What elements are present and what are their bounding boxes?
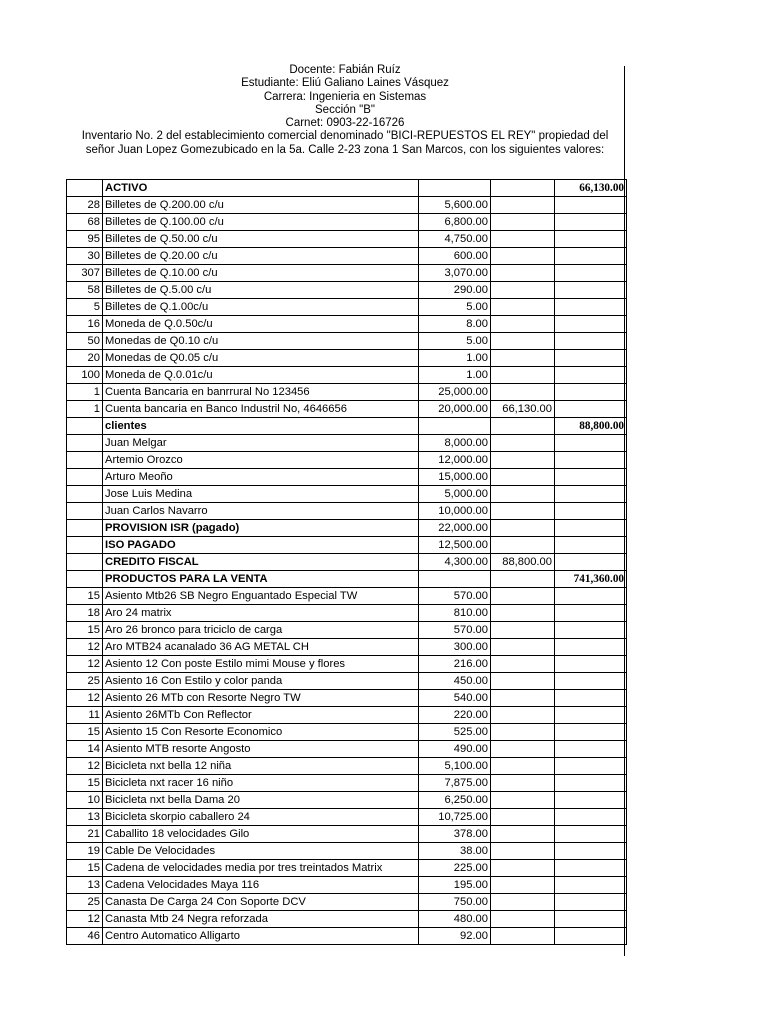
description-cell: Asiento 15 Con Resorte Economico [103,724,419,741]
description-cell: Billetes de Q.5.00 c/u [103,282,419,299]
subtotal-cell [491,333,555,350]
table-row [67,503,627,520]
quantity-cell: 15 [67,860,103,877]
subtotal-cell [491,758,555,775]
table-row [67,639,627,656]
subtotal-cell [491,860,555,877]
quantity-cell: 15 [67,622,103,639]
value-cell: 300.00 [419,639,491,656]
value-cell: 1.00 [419,350,491,367]
document-header [66,64,624,157]
subtotal-cell: 88,800.00 [491,554,555,571]
table-row [67,384,627,401]
total-cell [555,299,627,316]
quantity-cell [67,554,103,571]
quantity-cell [67,486,103,503]
description-cell: PRODUCTOS PARA LA VENTA [103,571,419,588]
value-cell [419,571,491,588]
total-cell [555,588,627,605]
quantity-cell [67,469,103,486]
total-cell [555,401,627,418]
description-cell: Moneda de Q.0.01c/u [103,367,419,384]
description-cell: Billetes de Q.10.00 c/u [103,265,419,282]
quantity-cell [67,180,103,197]
total-cell: 741,360.00 [555,571,627,588]
value-cell: 3,070.00 [419,265,491,282]
subtotal-cell [491,639,555,656]
value-cell: 810.00 [419,605,491,622]
table-row [67,605,627,622]
value-cell: 570.00 [419,622,491,639]
value-cell: 5.00 [419,299,491,316]
total-cell [555,554,627,571]
table-row [67,860,627,877]
value-cell: 1.00 [419,367,491,384]
table-row [67,299,627,316]
table-row [67,724,627,741]
table-row [67,690,627,707]
value-cell: 220.00 [419,707,491,724]
table-row [67,537,627,554]
subtotal-cell [491,809,555,826]
subtotal-cell [491,707,555,724]
description-cell: ACTIVO [103,180,419,197]
subtotal-cell [491,248,555,265]
value-cell: 378.00 [419,826,491,843]
value-cell: 490.00 [419,741,491,758]
subtotal-cell [491,231,555,248]
description-cell: Asiento 26MTb Con Reflector [103,707,419,724]
value-cell: 10,000.00 [419,503,491,520]
total-cell [555,928,627,945]
value-cell: 6,250.00 [419,792,491,809]
quantity-cell: 68 [67,214,103,231]
table-row [67,435,627,452]
total-cell [555,741,627,758]
table-row [67,214,627,231]
total-cell [555,843,627,860]
description-cell: Billetes de Q.20.00 c/u [103,248,419,265]
table-row [67,894,627,911]
total-cell [555,673,627,690]
quantity-cell: 100 [67,367,103,384]
value-cell: 480.00 [419,911,491,928]
subtotal-cell [491,469,555,486]
total-cell [555,520,627,537]
subtotal-cell [491,316,555,333]
total-cell [555,656,627,673]
subtotal-cell [491,197,555,214]
description-cell: Billetes de Q.200.00 c/u [103,197,419,214]
subtotal-cell [491,894,555,911]
subtotal-cell [491,299,555,316]
table-row [67,673,627,690]
subtotal-cell [491,435,555,452]
description-cell: Juan Melgar [103,435,419,452]
table-row [67,707,627,724]
inventory-table [66,179,627,945]
subtotal-cell [491,418,555,435]
quantity-cell: 16 [67,316,103,333]
quantity-cell: 25 [67,894,103,911]
subtotal-cell [491,520,555,537]
description-cell: Bicicleta nxt bella 12 niña [103,758,419,775]
quantity-cell [67,503,103,520]
description-cell: Monedas de Q0.10 c/u [103,333,419,350]
total-cell [555,860,627,877]
description-cell: Billetes de Q.100.00 c/u [103,214,419,231]
description-cell: Asiento 12 Con poste Estilo mimi Mouse y flores [103,656,419,673]
total-cell [555,197,627,214]
total-cell [555,316,627,333]
table-row [67,248,627,265]
value-cell [419,418,491,435]
total-cell [555,758,627,775]
value-cell: 7,875.00 [419,775,491,792]
subtotal-cell [491,656,555,673]
description-cell: Jose Luis Medina [103,486,419,503]
value-cell: 92.00 [419,928,491,945]
description-cell: Cuenta Bancaria en banrrural No 123456 [103,384,419,401]
value-cell: 15,000.00 [419,469,491,486]
quantity-cell: 21 [67,826,103,843]
value-cell: 216.00 [419,656,491,673]
value-cell: 525.00 [419,724,491,741]
description-cell: Canasta De Carga 24 Con Soporte DCV [103,894,419,911]
subtotal-cell [491,843,555,860]
subtotal-cell [491,350,555,367]
table-row [67,571,627,588]
total-cell [555,231,627,248]
value-cell: 4,300.00 [419,554,491,571]
description-cell: Asiento MTB resorte Angosto [103,741,419,758]
section-line: Sección "B" [315,103,375,116]
quantity-cell: 25 [67,673,103,690]
table-row [67,486,627,503]
description-cell: clientes [103,418,419,435]
quantity-cell: 30 [67,248,103,265]
inventory-owner-line: señor Juan Lopez Gomezubicado en la 5a. Calle 2-23 zona 1 San Marcos, con los siguientes valores: [85,143,605,156]
subtotal-cell [491,724,555,741]
description-cell: Aro 26 bronco para triciclo de carga [103,622,419,639]
total-cell [555,775,627,792]
quantity-cell: 19 [67,843,103,860]
quantity-cell: 50 [67,333,103,350]
total-cell [555,367,627,384]
teacher-line: Docente: Fabián Ruíz [289,64,401,76]
description-cell: PROVISION ISR (pagado) [103,520,419,537]
quantity-cell [67,571,103,588]
table-row [67,758,627,775]
total-cell [555,809,627,826]
table-row [67,656,627,673]
subtotal-cell [491,367,555,384]
value-cell: 5,000.00 [419,486,491,503]
subtotal-cell [491,180,555,197]
total-cell [555,911,627,928]
value-cell: 4,750.00 [419,231,491,248]
total-cell [555,214,627,231]
description-cell: Arturo Meoño [103,469,419,486]
quantity-cell: 5 [67,299,103,316]
subtotal-cell [491,265,555,282]
table-row [67,231,627,248]
subtotal-cell [491,741,555,758]
quantity-cell: 13 [67,877,103,894]
quantity-cell: 1 [67,384,103,401]
total-cell [555,894,627,911]
description-cell: Artemio Orozco [103,452,419,469]
total-cell: 88,800.00 [555,418,627,435]
table-row [67,826,627,843]
value-cell: 5.00 [419,333,491,350]
quantity-cell: 12 [67,911,103,928]
total-cell [555,384,627,401]
table-row [67,350,627,367]
subtotal-cell [491,911,555,928]
quantity-cell: 12 [67,656,103,673]
subtotal-cell [491,605,555,622]
subtotal-cell [491,877,555,894]
description-cell: Juan Carlos Navarro [103,503,419,520]
total-cell [555,639,627,656]
value-cell: 12,500.00 [419,537,491,554]
description-cell: Moneda de Q.0.50c/u [103,316,419,333]
table-row [67,401,627,418]
value-cell: 195.00 [419,877,491,894]
total-cell [555,469,627,486]
subtotal-cell [491,537,555,554]
value-cell: 5,100.00 [419,758,491,775]
value-cell: 8,000.00 [419,435,491,452]
total-cell [555,486,627,503]
value-cell: 540.00 [419,690,491,707]
description-cell: Bicicleta nxt bella Dama 20 [103,792,419,809]
total-cell [555,265,627,282]
quantity-cell: 13 [67,809,103,826]
quantity-cell: 20 [67,350,103,367]
quantity-cell: 58 [67,282,103,299]
quantity-cell: 1 [67,401,103,418]
table-row [67,316,627,333]
value-cell: 570.00 [419,588,491,605]
subtotal-cell [491,571,555,588]
description-cell: ISO PAGADO [103,537,419,554]
table-row [67,469,627,486]
student-line: Estudiante: Eliú Galiano Laines Vásquez [241,77,449,90]
table-row [67,452,627,469]
total-cell [555,333,627,350]
description-cell: Canasta Mtb 24 Negra reforzada [103,911,419,928]
subtotal-cell: 66,130.00 [491,401,555,418]
table-row [67,367,627,384]
table-row [67,333,627,350]
value-cell: 20,000.00 [419,401,491,418]
table-row [67,265,627,282]
total-cell [555,622,627,639]
total-cell [555,826,627,843]
subtotal-cell [491,588,555,605]
total-cell [555,452,627,469]
description-cell: Monedas de Q0.05 c/u [103,350,419,367]
total-cell [555,248,627,265]
description-cell: Asiento 26 MTb con Resorte Negro TW [103,690,419,707]
quantity-cell: 15 [67,775,103,792]
subtotal-cell [491,384,555,401]
subtotal-cell [491,775,555,792]
quantity-cell [67,452,103,469]
value-cell: 25,000.00 [419,384,491,401]
description-cell: Asiento Mtb26 SB Negro Enguantado Especial TW [103,588,419,605]
total-cell: 66,130.00 [555,180,627,197]
subtotal-cell [491,690,555,707]
description-cell: Centro Automatico Alligarto [103,928,419,945]
value-cell: 290.00 [419,282,491,299]
quantity-cell [67,520,103,537]
value-cell: 38.00 [419,843,491,860]
quantity-cell: 12 [67,690,103,707]
description-cell: Aro 24 matrix [103,605,419,622]
description-cell: Billetes de Q.50.00 c/u [103,231,419,248]
value-cell: 8.00 [419,316,491,333]
quantity-cell: 46 [67,928,103,945]
value-cell: 22,000.00 [419,520,491,537]
description-cell: Cadena Velocidades Maya 116 [103,877,419,894]
table-row [67,180,627,197]
quantity-cell [67,537,103,554]
table-row [67,775,627,792]
subtotal-cell [491,792,555,809]
quantity-cell: 15 [67,724,103,741]
table-row [67,622,627,639]
subtotal-cell [491,928,555,945]
table-row [67,792,627,809]
value-cell: 600.00 [419,248,491,265]
description-cell: Caballito 18 velocidades Gilo [103,826,419,843]
quantity-cell: 11 [67,707,103,724]
table-row [67,197,627,214]
total-cell [555,792,627,809]
table-row [67,877,627,894]
total-cell [555,503,627,520]
value-cell [419,180,491,197]
value-cell: 10,725.00 [419,809,491,826]
quantity-cell [67,435,103,452]
description-cell: Bicicleta nxt racer 16 niño [103,775,419,792]
value-cell: 5,600.00 [419,197,491,214]
description-cell: Cable De Velocidades [103,843,419,860]
quantity-cell: 15 [67,588,103,605]
subtotal-cell [491,452,555,469]
quantity-cell: 12 [67,639,103,656]
inventory-table-body [67,180,627,945]
description-cell: Aro MTB24 acanalado 36 AG METAL CH [103,639,419,656]
total-cell [555,282,627,299]
quantity-cell: 10 [67,792,103,809]
table-row [67,741,627,758]
value-cell: 450.00 [419,673,491,690]
subtotal-cell [491,486,555,503]
total-cell [555,350,627,367]
description-cell: Cadena de velocidades media por tres treintados Matrix [103,860,419,877]
value-cell: 6,800.00 [419,214,491,231]
description-cell: Billetes de Q.1.00c/u [103,299,419,316]
subtotal-cell [491,826,555,843]
total-cell [555,537,627,554]
total-cell [555,707,627,724]
subtotal-cell [491,214,555,231]
quantity-cell: 28 [67,197,103,214]
quantity-cell [67,418,103,435]
career-line: Carrera: Ingenieria en Sistemas [263,90,427,103]
description-cell: CREDITO FISCAL [103,554,419,571]
table-row [67,809,627,826]
table-row [67,843,627,860]
quantity-cell: 18 [67,605,103,622]
table-row [67,928,627,945]
quantity-cell: 12 [67,758,103,775]
table-row [67,911,627,928]
subtotal-cell [491,282,555,299]
subtotal-cell [491,622,555,639]
total-cell [555,877,627,894]
table-row [67,282,627,299]
value-cell: 12,000.00 [419,452,491,469]
table-row [67,554,627,571]
total-cell [555,605,627,622]
total-cell [555,724,627,741]
inventory-title-line: Inventario No. 2 del establecimiento comercial denominado "BICI-REPUESTOS EL REY" propiedad del [81,130,609,143]
value-cell: 225.00 [419,860,491,877]
table-row [67,418,627,435]
total-cell [555,435,627,452]
description-cell: Cuenta bancaria en Banco Industril No, 4646656 [103,401,419,418]
table-row [67,520,627,537]
subtotal-cell [491,673,555,690]
description-cell: Bicicleta skorpio caballero 24 [103,809,419,826]
subtotal-cell [491,503,555,520]
carnet-line: Carnet: 0903-22-16726 [285,117,405,130]
description-cell: Asiento 16 Con Estilo y color panda [103,673,419,690]
quantity-cell: 307 [67,265,103,282]
quantity-cell: 95 [67,231,103,248]
quantity-cell: 14 [67,741,103,758]
value-cell: 750.00 [419,894,491,911]
total-cell [555,690,627,707]
table-row [67,588,627,605]
